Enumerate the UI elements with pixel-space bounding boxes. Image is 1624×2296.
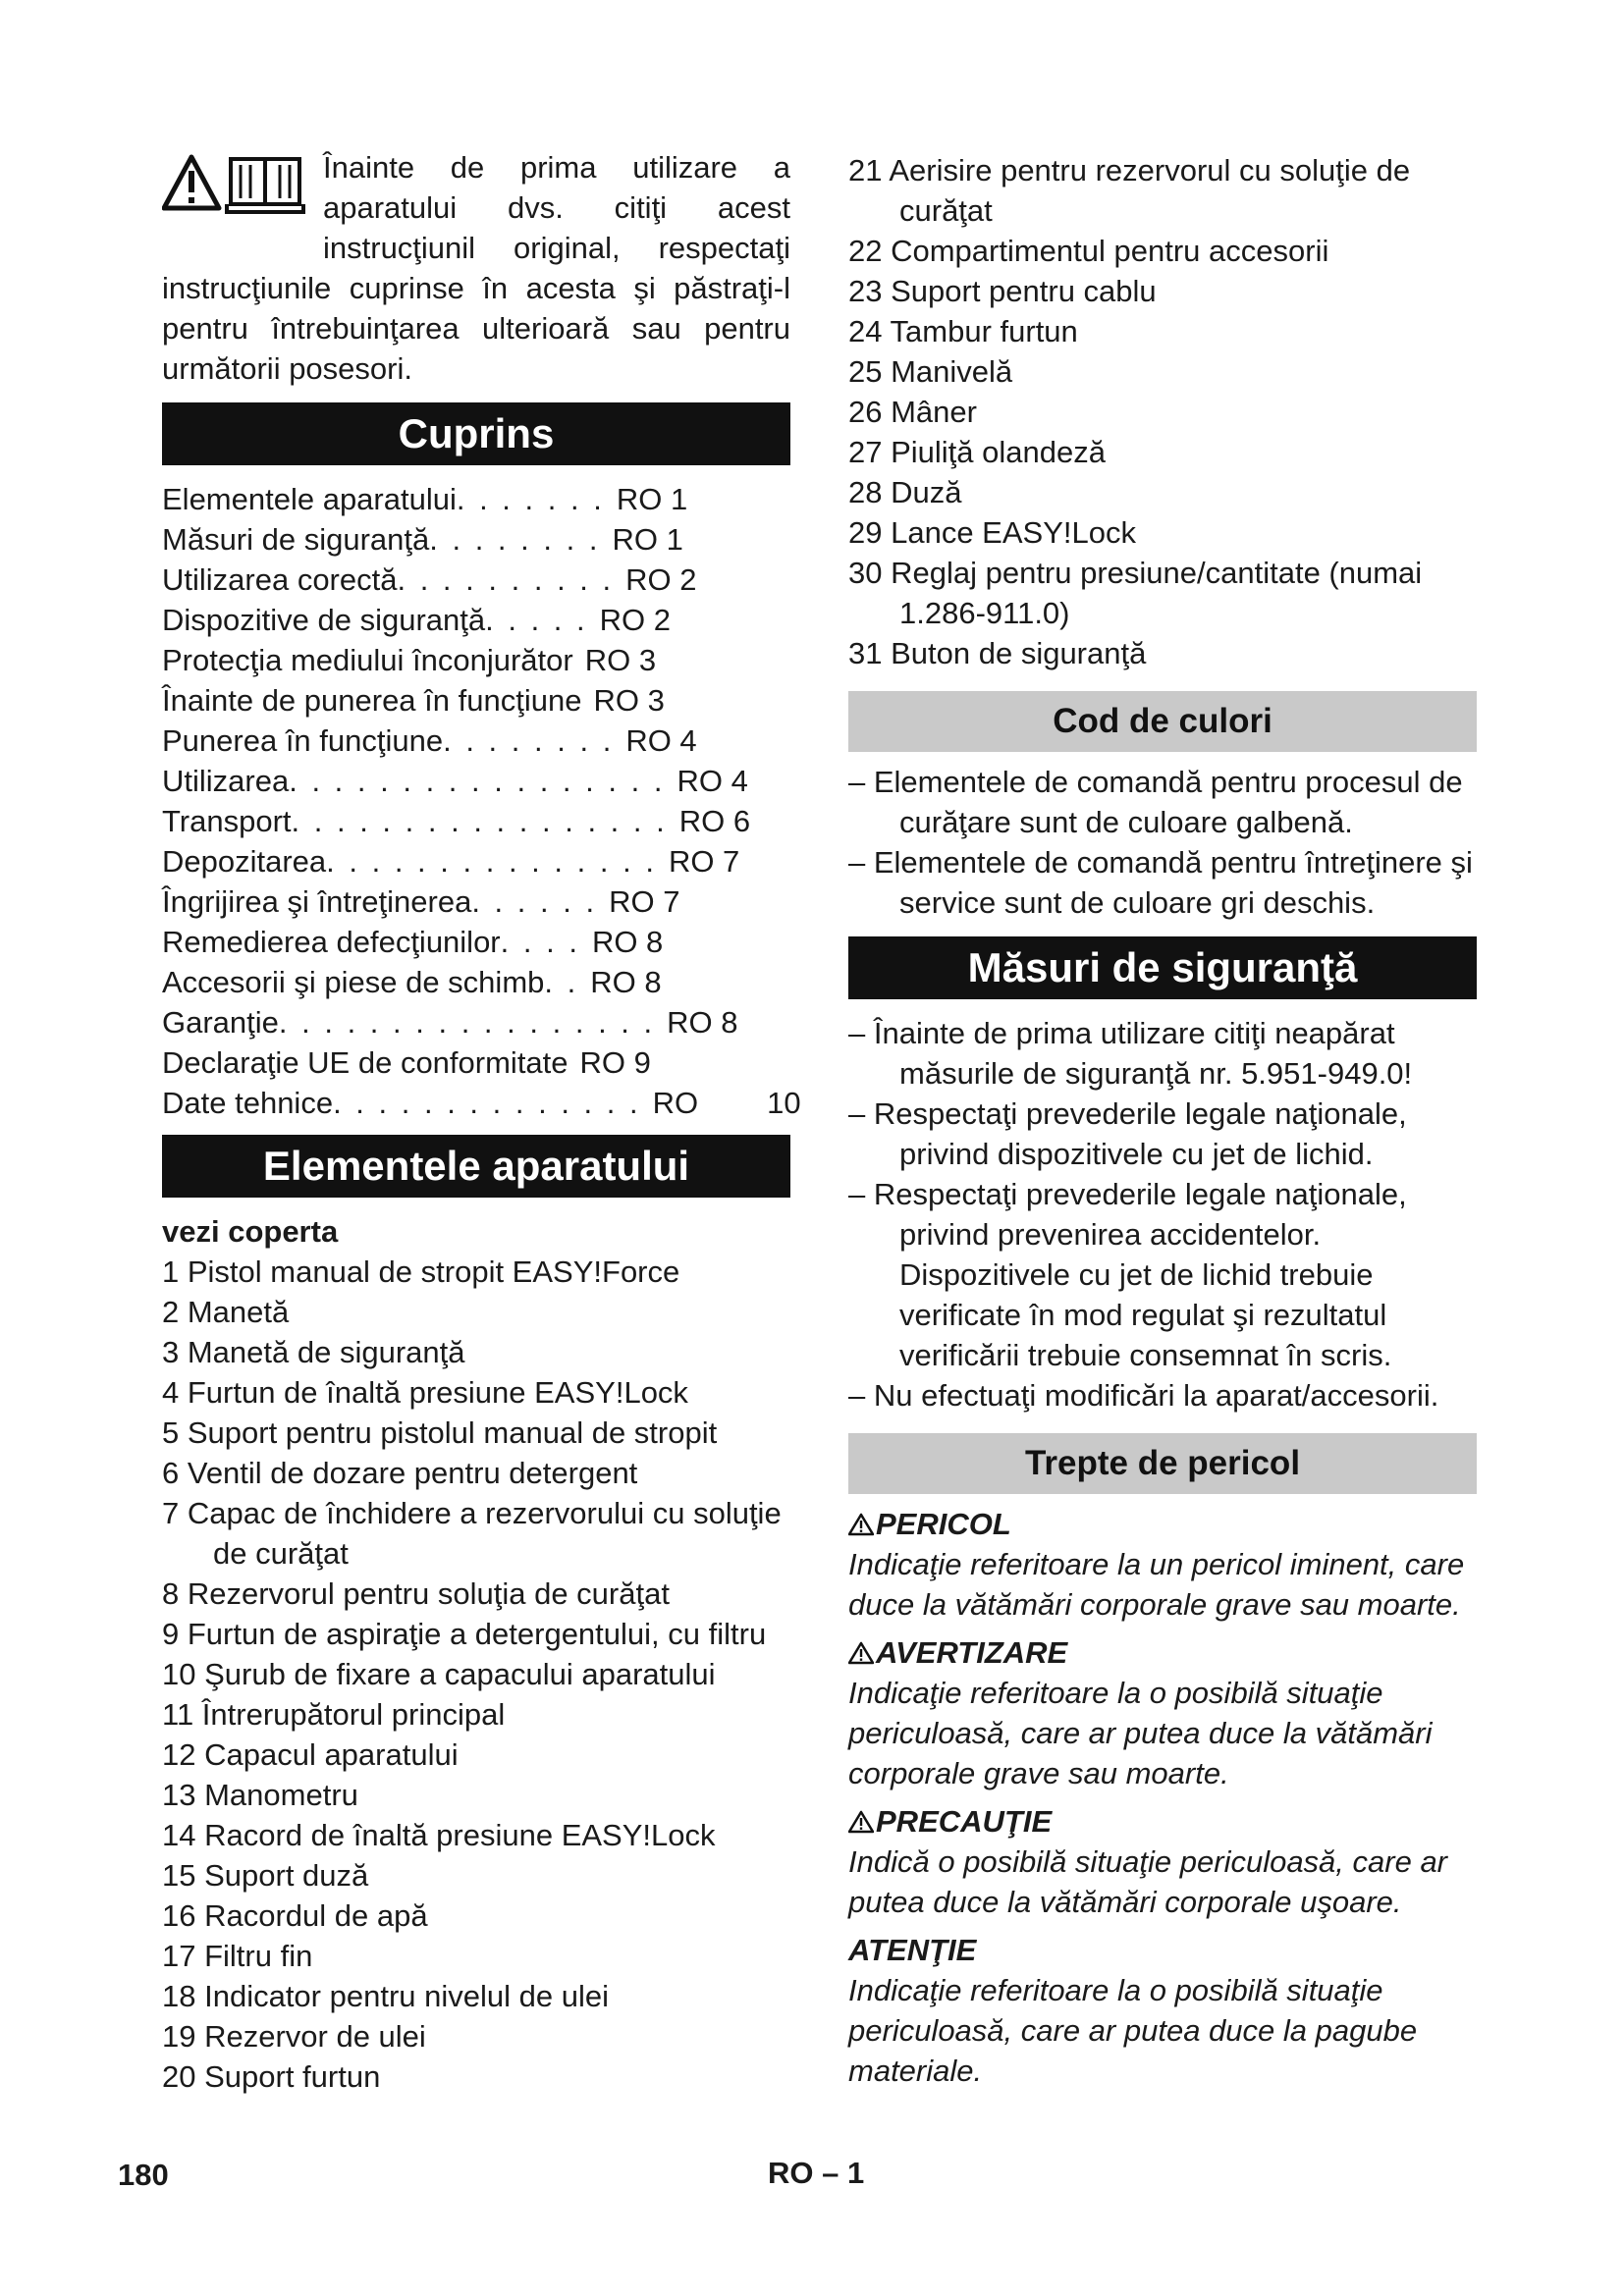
list-item: 16 Racordul de apă [162,1898,428,1933]
safety-item: – Respectaţi prevederile legale naţionale, privind dispozitivele cu jet de lichid. [848,1096,1407,1171]
color-code-item: – Elementele de comandă pentru întreţinere şi service sunt de culoare gri deschis. [848,845,1473,920]
right-column [848,150,1477,2091]
list-item: 4 Furtun de înaltă presiune EASY!Lock [162,1375,688,1410]
toc-entry-title: Transport [162,804,292,838]
list-item: 3 Manetă de siguranţă [162,1335,465,1369]
warning-triangle-icon [848,1513,874,1536]
list-item: 20 Suport furtun [162,2059,381,2094]
toc-entry-page: RO 9 [579,1045,651,1080]
toc-entry [162,801,790,841]
list-item: 2 Manetă [162,1295,290,1329]
toc-entry-dots: . . . . . . . . . . . . . . . [326,844,657,879]
hazard-level-title [848,1632,1477,1673]
toc-entry-page: RO 1 [616,482,688,516]
manual-book-icon [227,159,303,212]
toc-entry-title: Accesorii şi piese de schimb [162,965,545,999]
toc-entry-title: Elementele aparatului [162,482,457,516]
list-item: 8 Rezervorul pentru soluţia de curăţat [162,1576,670,1611]
list-item: 17 Filtru fin [162,1939,313,1973]
toc-entry-dots: . . . . . . . . . . . . . . [333,1086,641,1120]
list-item: 9 Furtun de aspiraţie a detergentului, cu filtru [162,1617,767,1651]
list-item: 27 Piuliţă olandeză [848,435,1106,469]
list-item: 19 Rezervor de ulei [162,2019,426,2054]
toc-entry-page: RO 7 [609,884,680,919]
hazard-levels [848,1504,1477,2091]
toc-entry-dots: . . . . . . . . [443,723,615,758]
hazard-level-label: PERICOL [876,1507,1011,1541]
hazard-level-label: ATENŢIE [848,1933,977,1967]
hazard-header: Trepte de pericol [848,1433,1477,1494]
list-item: 23 Suport pentru cablu [848,274,1157,308]
toc-entry-title: Punerea în funcţiune [162,723,444,758]
color-code-item: – Elementele de comandă pentru procesul de curăţare sunt de culoare galbenă. [848,765,1463,839]
list-item: 6 Ventil de dozare pentru detergent [162,1456,638,1490]
toc-entry-dots: . . . . . . . [456,482,605,516]
toc-entry [162,600,790,640]
intro-paragraph [162,147,790,389]
list-item: 15 Suport duză [162,1858,369,1893]
toc-entry-page: RO 2 [625,562,697,597]
toc-entry-dots: . . . . [500,925,580,959]
toc-entry-dots: . . . . . . . . . . . . . . . . . [289,764,666,798]
toc-entry [162,1002,790,1042]
toc-entry-page: RO 4 [677,764,748,798]
toc-entry-page: RO 6 [678,804,751,838]
safety-item: – Înainte de prima utilizare citiţi neapărat măsurile de siguranţă nr. 5.951-949.0! [848,1016,1413,1091]
toc-entry-title: Utilizarea [162,764,290,798]
section-page: RO – 1 [768,2156,865,2190]
color-code-list [848,762,1477,923]
toc-entry [162,962,790,1002]
hazard-level-title [848,1930,1477,1970]
toc-entry [162,680,790,721]
warning-triangle-icon [848,1641,874,1665]
toc-entry-dots: . . [544,965,579,999]
hazard-level-label: PRECAUŢIE [876,1804,1053,1839]
list-item: 28 Duză [848,475,962,509]
toc-entry-title: Garanţie [162,1005,279,1040]
toc-entry-dots: . . . . . . . . [429,522,601,557]
list-item: 31 Buton de siguranţă [848,636,1147,670]
list-item: 18 Indicator pentru nivelul de ulei [162,1979,609,2013]
left-column [162,147,801,2097]
safety-item: – Respectaţi prevederile legale naţionale, privind prevenirea accidentelor. Dispozitivele cu jet de lichid trebuie verificate în mod regulat şi rezultatul verificării trebuie consemnat în scris. [848,1177,1407,1372]
elements-subtitle: vezi coperta [162,1214,339,1249]
toc-entry-page: RO 3 [584,643,657,677]
toc-entry-page: RO 1 [612,522,683,557]
elements-list-right [848,150,1477,673]
toc-entry-title: Protecţia mediului înconjurător [162,643,573,677]
toc-entry-title: Îngrijirea şi întreţinerea [162,884,472,919]
toc-entry [162,560,790,600]
toc-entry-page: RO [652,1086,699,1120]
toc-entry-title: Declaraţie UE de conformitate [162,1045,568,1080]
toc-header: Cuprins [162,402,790,465]
toc-entry [162,479,790,519]
warning-triangle-icon [164,157,219,208]
hazard-level-text: Indicaţie referitoare la o posibilă situaţie periculoasă, care ar putea duce la vătămări corporale grave sau moarte. [848,1676,1433,1790]
list-item: 24 Tambur furtun [848,314,1078,348]
toc-entry-page: RO 7 [668,844,740,879]
toc-entry-page: RO 8 [590,965,662,999]
toc-entry-title: Înainte de punerea în funcţiune [162,683,582,718]
toc-entry-title: Utilizarea corectă [162,562,398,597]
list-item: 5 Suport pentru pistolul manual de stropit [162,1415,718,1450]
toc-entry-dots: . . . . . . . . . . [397,562,615,597]
list-item: 14 Racord de înaltă presiune EASY!Lock [162,1818,716,1852]
toc-entry-dots: . . . . . . . . . . . . . . . . . [291,804,668,838]
toc-entry-page: RO 3 [593,683,665,718]
toc-entry-dots: . . . . . [485,603,588,637]
toc-entry-page: RO 2 [599,603,671,637]
warning-manual-icons [162,151,309,230]
list-item: 22 Compartimentul pentru accesorii [848,234,1329,268]
toc-entry-title: Depozitarea [162,844,327,879]
toc-entry [162,922,790,962]
toc-entry-dots: . . . . . . [471,884,598,919]
list-item: 10 Şurub de fixare a capacului aparatului [162,1657,716,1691]
toc-entry-dots: . . . . . . . . . . . . . . . . . [278,1005,656,1040]
toc-entry [162,761,790,801]
toc-entry [162,519,790,560]
hazard-level-text: Indicaţie referitoare la un pericol iminent, care duce la vătămări corporale grave sau moarte. [848,1547,1465,1622]
list-item: 30 Reglaj pentru presiune/cantitate (numai 1.286-911.0) [848,556,1423,630]
toc-entry-title: Date tehnice [162,1086,334,1120]
table-of-contents [162,479,801,1123]
hazard-level-text: Indică o posibilă situaţie periculoasă, care ar putea duce la vătămări corporale uşoare. [848,1844,1448,1919]
list-item: 7 Capac de închidere a rezervorului cu soluţie de curăţat [162,1496,782,1571]
toc-entry-title: Remedierea defecţiunilor [162,925,501,959]
toc-entry-title: Dispozitive de siguranţă [162,603,486,637]
list-item: 1 Pistol manual de stropit EASY!Force [162,1255,680,1289]
list-item: 21 Aerisire pentru rezervorul cu soluţie de curăţat [848,153,1411,228]
warning-triangle-icon [848,1810,874,1834]
list-item: 29 Lance EASY!Lock [848,515,1136,550]
list-item: 13 Manometru [162,1778,358,1812]
toc-entry-page: RO 4 [625,723,697,758]
color-code-header: Cod de culori [848,691,1477,752]
toc-entry-title: Măsuri de siguranţă [162,522,430,557]
toc-entry [162,1083,801,1123]
list-item: 11 Întrerupătorul principal [162,1697,506,1732]
toc-entry [162,841,790,881]
toc-entry [162,721,790,761]
toc-entry [162,1042,790,1083]
hazard-level-title [848,1504,1477,1544]
toc-entry-page: RO 8 [667,1005,738,1040]
hazard-level-text: Indicaţie referitoare la o posibilă situaţie periculoasă, care ar putea duce la pagube materiale. [848,1973,1418,2088]
toc-entry-page: RO 8 [591,925,664,959]
hazard-level-title [848,1801,1477,1842]
list-item: 12 Capacul aparatului [162,1737,459,1772]
toc-entry [162,640,790,680]
list-item: 26 Mâner [848,395,977,429]
elements-list-left [162,1252,790,2097]
list-item: 25 Manivelă [848,354,1013,389]
safety-header: Măsuri de siguranţă [848,936,1477,999]
page-number: 180 [118,2158,169,2192]
hazard-level-label: AVERTIZARE [876,1635,1068,1670]
safety-list [848,1013,1477,1415]
toc-entry-extra: 10 [767,1086,801,1120]
elements-header: Elementele aparatului [162,1135,790,1198]
toc-entry [162,881,790,922]
intro-text: Înainte de prima utilizare a aparatului dvs. citiţi acest instrucţiunil original, respectaţi instrucţiunile cuprinse în acesta şi păstraţi-l pentru întrebuinţarea ulterioară sau pentru următorii posesori. [162,150,790,386]
safety-item: – Nu efectuaţi modificări la aparat/accesorii. [848,1378,1439,1413]
